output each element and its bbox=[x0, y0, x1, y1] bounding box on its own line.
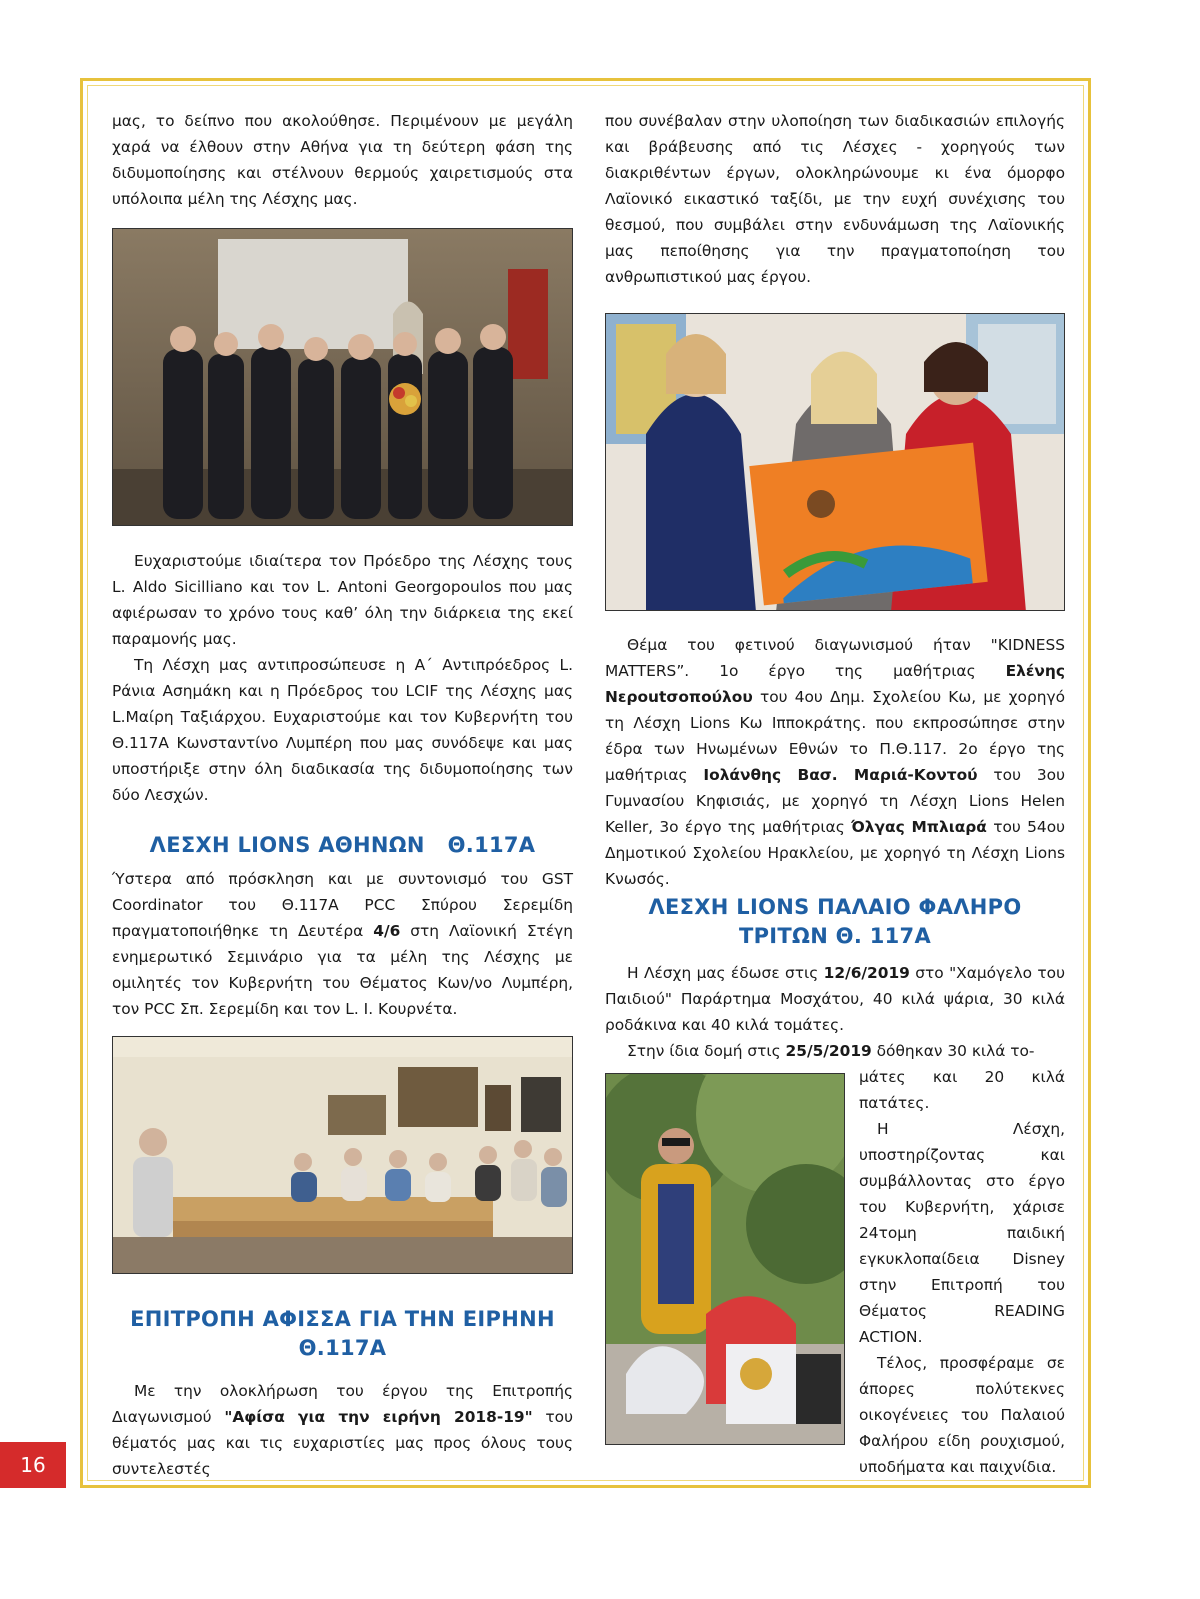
left-paragraph-5: Με την ολοκλήρωση του έργου της Επιτροπής Διαγωνισμού "Αφίσα για την ειρήνη 2018-19" του θέματός μας και τις ευχαριστίες μας προς όλους τους συντελεστές bbox=[112, 1382, 573, 1478]
right-paragraph-3: Η Λέσχη μας έδωσε στις 12/6/2019 στο "Χαμόγελο του Παιδιού" Παράρτημα Μοσχάτου, 40 κιλά ψάρια, 30 κιλά ροδάκινα και 40 κιλά τομάτες. Στην ίδια δομή στις 25/5/2019 δόθηκαν 30 κιλά το- bbox=[605, 964, 1065, 1060]
right-wrap-text: μάτες και 20 κιλά πατάτες. Η Λέσχη, υποστηρίζοντας και συμβάλλοντας στο έργο του Κυβερνήτη, χάρισε 24τομη παιδική εγκυκλοπαίδεια Disney στην Επιτροπή του Θέματος READING ACTION. Τέλος, προσφέραμε σε άπορες πολύτεκνες οικογένειες του Παλαιού Φαλήρου είδη ρουχισμού, υποδήματα και παιχνίδια. bbox=[859, 1068, 1065, 1476]
right-paragraph-2: Θέμα του φετινού διαγωνισμού ήταν "KIDNESS MATTERS”. 1ο έργο της μαθήτριας Ελένης Νεροutσοπούλου του 4ου Δημ. Σχολείου Κω, με χορηγό τη Λέσχη Lions Κω Ιπποκράτης. που εκπροσώπησε στην έδρα των Ηνωμένων Εθνών το Π.Θ.117. 2ο έργο της μαθήτριας Ιολάνθης Βασ. Μαριά-Κοντού του 3ου Γυμνασίου Κηφισιάς, με χορηγό τη Λέσχη Lions Helen Keller, 3ο έργο της μαθήτριας Όλγας Μπλιαρά του 54ου Δημοτικού Σχολείου Ηρακλείου, με χορηγό τη Λέσχη Lions Κνωσός. bbox=[605, 636, 1066, 888]
page-number: 16 bbox=[0, 1442, 66, 1488]
group-photo bbox=[112, 228, 573, 526]
heading-lions-palaio-faliro: ΛΕΣΧΗ LIONS ΠΑΛΑΙΟ ΦΑΛΗΡΟ ΤΡΙΤΩΝ Θ. 117Α bbox=[648, 895, 1022, 948]
right-paragraph-1: που συνέβαλαν στην υλοποίηση των διαδικασιών επιλογής και βράβευσης από τις Λέσχες - χορηγούς των διακριθέντων έργων, ολοκληρώνουμε κι ένα όμορφο Λαϊονικό εικαστικό ταξίδι, με την ευχή συνέχισης του θεσμού, που συμβάλει στην ενδυνάμωση της Λαϊονικής μας πεποίθησης για την πραγματοποίηση του ανθρωπιστικού μας έργου. bbox=[605, 112, 1065, 286]
donation-photo bbox=[605, 1073, 845, 1445]
left-paragraph-1: μας, το δείπνο που ακολούθησε. Περιμένουν με μεγάλη χαρά να έλθουν στην Αθήνα για τη δεύτερη φάση της διδυμοποίησης και στέλνουν θερμούς χαιρετισμούς στα υπόλοιπα μέλη της Λέσχης μας. bbox=[112, 112, 573, 208]
left-paragraph-2: Ευχαριστούμε ιδιαίτερα τον Πρόεδρο της Λέσχης τους L. Aldo Sicilliano και τον L. Antoni Georgopoulos που μας αφιέρωσαν το χρόνο τους καθ’ όλη την διάρκεια της εκεί παραμονής μας. Τη Λέσχη μας αντιπροσώπευσε η Α΄ Αντιπρόεδρος L. Ράνια Ασημάκη και η Πρόεδρος του LCIF της Λέσχης μας L.Μαίρη Ταξιάρχου. Ευχαριστούμε και τον Κυβερνήτη του Θ.117Α Κωνσταντίνο Λυμπέρη που μας συνόδεψε και μας υποστήριξε στην όλη διαδικασία της διδυμοποίησης των δύο Λεσχών. bbox=[112, 552, 573, 804]
seminar-photo bbox=[112, 1036, 573, 1274]
heading-lions-athens: ΛΕΣΧΗ LIONS ΑΘΗΝΩΝ Θ.117Α bbox=[149, 833, 536, 857]
heading-poster-committee: ΕΠΙΤΡΟΠΗ ΑΦΙΣΣΑ ΓΙΑ ΤΗΝ ΕΙΡΗΝΗ Θ.117Α bbox=[130, 1307, 555, 1360]
left-paragraph-4: Ύστερα από πρόσκληση και με συντονισμό του GST Coordinator του Θ.117Α PCC Σπύρου Σερεμίδη πραγματοποιήθηκε τη Δευτέρα 4/6 στη Λαϊονική Στέγη ενημερωτικό Σεμινάριο για τα μέλη της Λέσχης με ομιλητές τον Κυβερνήτη του Θέματος Κων/νο Λυμπέρη, τον PCC Σπ. Σερεμίδη και τον L. I. Κουρνέτα. bbox=[112, 870, 573, 1018]
award-photo bbox=[605, 313, 1065, 611]
